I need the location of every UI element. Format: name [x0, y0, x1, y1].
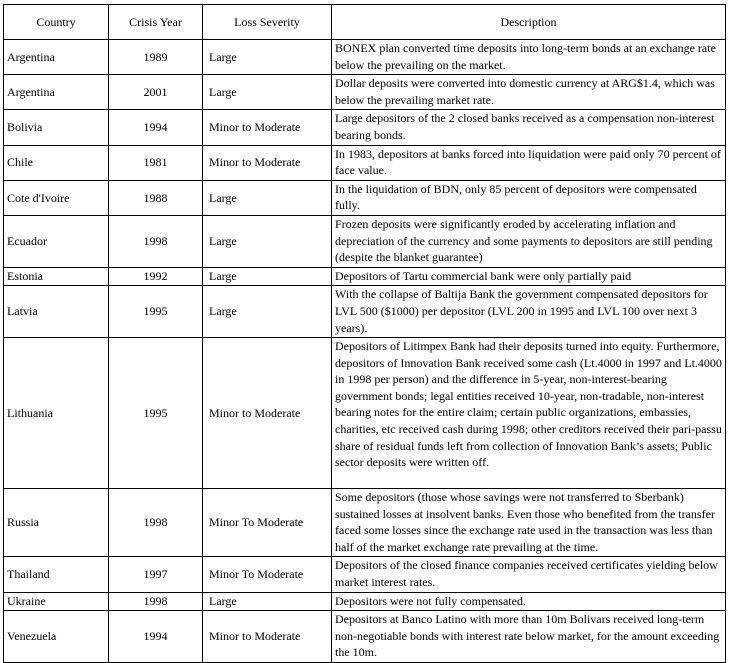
table-row [4, 286, 726, 338]
cell-year: 1992 [109, 267, 203, 286]
table-row [4, 215, 726, 267]
cell-year: 2001 [109, 75, 203, 110]
cell-description: In the liquidation of BDN, only 85 percent of depositors were compensated fully. [332, 180, 726, 215]
header-country: Country [4, 5, 109, 40]
cell-loss: Large [203, 286, 332, 338]
header-loss-severity: Loss Severity [203, 5, 332, 40]
cell-country: Russia [4, 489, 109, 557]
cell-country: Ecuador [4, 215, 109, 267]
cell-description: Frozen deposits were significantly eroded by accelerating inflation and depreciation of the currency and some payments to depositors are still pending (despite the blanket guarantee) [332, 215, 726, 267]
cell-year: 1994 [109, 110, 203, 145]
cell-country: Argentina [4, 75, 109, 110]
cell-description: Dollar deposits were converted into domestic currency at ARG$1.4, which was below the prevailing market rate. [332, 75, 726, 110]
cell-country: Cote d'Ivoire [4, 180, 109, 215]
deposit-losses-table [3, 4, 726, 663]
cell-loss: Large [203, 75, 332, 110]
cell-loss: Large [203, 592, 332, 611]
table-row [4, 611, 726, 663]
cell-loss: Minor to Moderate [203, 110, 332, 145]
table-row [4, 338, 726, 489]
header-crisis-year: Crisis Year [109, 5, 203, 40]
cell-year: 1998 [109, 215, 203, 267]
cell-country: Chile [4, 145, 109, 180]
cell-loss: Minor to Moderate [203, 145, 332, 180]
cell-description: Some depositors (those whose savings were not transferred to Sberbank) sustained losses at insolvent banks. Even those who benefited from the transfer faced some losses since the exchange rate used in the transaction was less than half of the market exchange rate prevailing at the time. [332, 489, 726, 557]
cell-loss: Large [203, 40, 332, 75]
cell-description: Depositors of Litimpex Bank had their deposits turned into equity. Furthermore, depositors of Innovation Bank received some cash (Lt.4000 in 1997 and Lt.4000 in 1998 per person) and the difference in 5-year, non-interest-bearing government bonds; legal entities received 10-year, non-tradable, non-interest bearing notes for the entire claim; certain public organizations, embassies, charities, etc received cash during 1998; other creditors received their pari-passu share of residual funds left from collection of Innovation Bank’s assets; Public sector deposits were written off. [332, 338, 726, 489]
table-row [4, 40, 726, 75]
cell-year: 1995 [109, 286, 203, 338]
cell-description: BONEX plan converted time deposits into long-term bonds at an exchange rate below the prevailing on the market. [332, 40, 726, 75]
cell-description: Large depositors of the 2 closed banks received as a compensation non-interest bearing bonds. [332, 110, 726, 145]
cell-loss: Minor to Moderate [203, 338, 332, 489]
cell-year: 1994 [109, 611, 203, 663]
cell-country: Lithuania [4, 338, 109, 489]
cell-year: 1998 [109, 489, 203, 557]
cell-country: Latvia [4, 286, 109, 338]
cell-year: 1989 [109, 40, 203, 75]
cell-loss: Minor to Moderate [203, 611, 332, 663]
cell-description: Depositors of Tartu commercial bank were only partially paid [332, 267, 726, 286]
cell-loss: Minor To Moderate [203, 557, 332, 592]
cell-country: Venezuela [4, 611, 109, 663]
cell-loss: Large [203, 215, 332, 267]
table-row [4, 180, 726, 215]
cell-loss: Minor To Moderate [203, 489, 332, 557]
cell-description: Depositors were not fully compensated. [332, 592, 726, 611]
cell-loss: Large [203, 267, 332, 286]
header-row [4, 5, 726, 40]
table-row [4, 489, 726, 557]
cell-year: 1997 [109, 557, 203, 592]
cell-country: Ukraine [4, 592, 109, 611]
cell-country: Argentina [4, 40, 109, 75]
table-container [3, 4, 725, 663]
cell-country: Thailand [4, 557, 109, 592]
cell-year: 1995 [109, 338, 203, 489]
table-row [4, 557, 726, 592]
table-row [4, 267, 726, 286]
cell-country: Estonia [4, 267, 109, 286]
cell-year: 1998 [109, 592, 203, 611]
cell-description: With the collapse of Baltija Bank the government compensated depositors for LVL 500 ($1000) per depositor (LVL 200 in 1995 and LVL 100 over next 3 years). [332, 286, 726, 338]
cell-country: Bolivia [4, 110, 109, 145]
cell-year: 1988 [109, 180, 203, 215]
cell-description: In 1983, depositors at banks forced into liquidation were paid only 70 percent of face value. [332, 145, 726, 180]
table-row [4, 75, 726, 110]
header-description: Description [332, 5, 726, 40]
table-row [4, 110, 726, 145]
cell-loss: Large [203, 180, 332, 215]
cell-description: Depositors of the closed finance companies received certificates yielding below market interest rates. [332, 557, 726, 592]
cell-description: Depositors at Banco Latino with more than 10m Bolivars received long-term non-negotiable bonds with interest rate below market, for the amount exceeding the 10m. [332, 611, 726, 663]
table-row [4, 145, 726, 180]
cell-year: 1981 [109, 145, 203, 180]
table-row [4, 592, 726, 611]
